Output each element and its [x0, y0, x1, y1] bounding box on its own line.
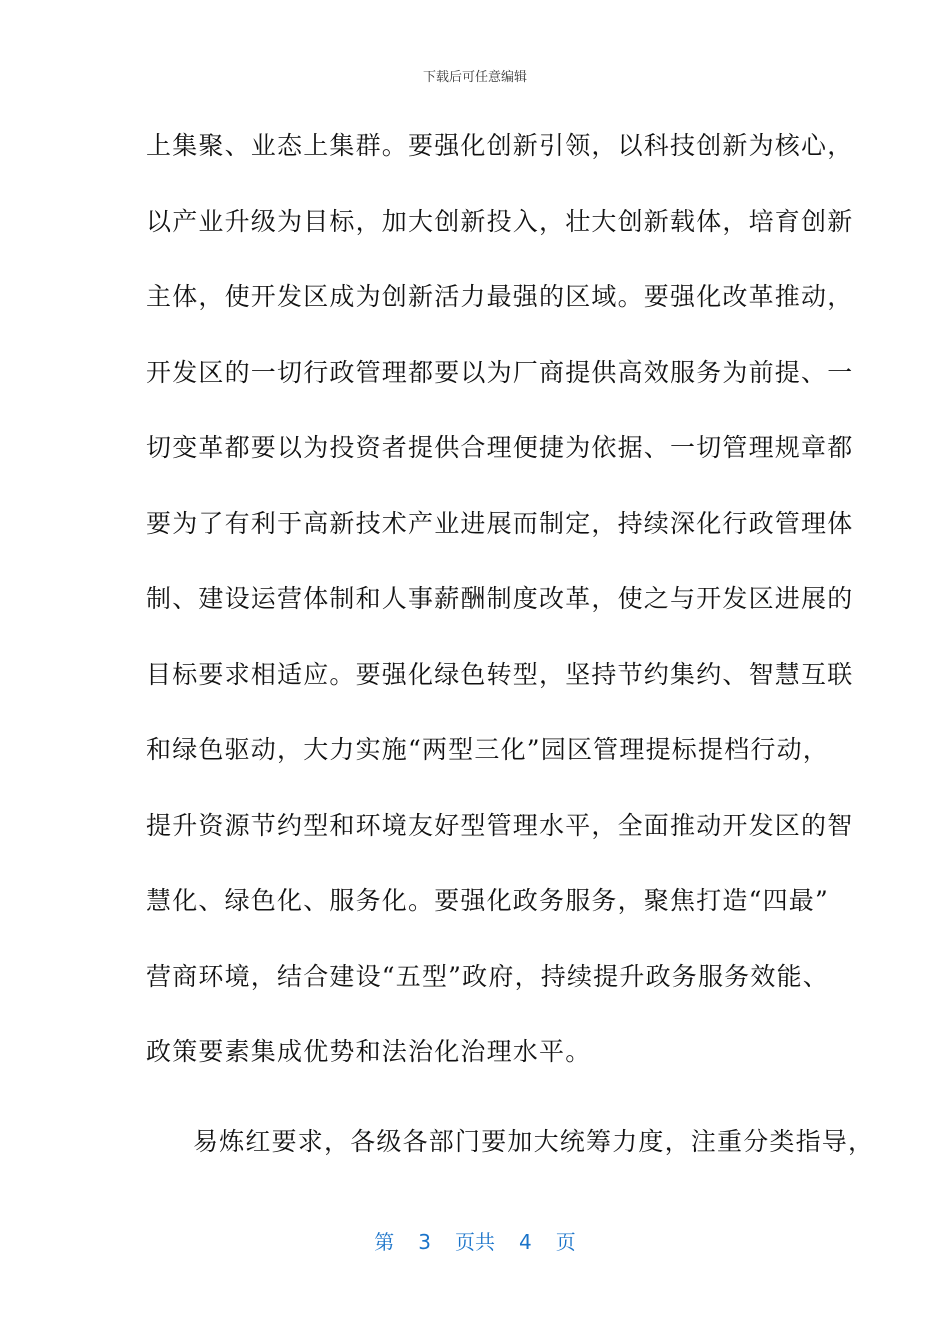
- text-line: 目标要求相适应。要强化绿色转型，坚持节约集约、智慧互联: [146, 659, 854, 689]
- text-line: 切变革都要以为投资者提供合理便捷为依据、一切管理规章都: [146, 433, 854, 462]
- current-page-number: 3: [418, 1230, 431, 1254]
- footer-suffix: 页: [555, 1230, 576, 1254]
- paragraph-start-line: 易炼红要求，各级各部门要加大统筹力度，注重分类指导，: [193, 1126, 875, 1156]
- text-line: 以产业升级为目标，加大创新投入，壮大创新载体，培育创新: [146, 206, 854, 236]
- page-footer: [0, 1226, 950, 1255]
- text-line: 慧化、绿色化、服务化。要强化政务服务，聚焦打造“四最”: [146, 886, 829, 915]
- text-line: 和绿色驱动，大力实施“两型三化”园区管理提标提档行动，: [146, 735, 829, 764]
- text-line: 上集聚、业态上集群。要强化创新引领，以科技创新为核心，: [146, 131, 854, 160]
- footer-middle: 页共: [455, 1230, 495, 1254]
- page-header: 下载后可任意编辑: [422, 70, 527, 85]
- text-line: 制、建设运营体制和人事薪酬制度改革，使之与开发区进展的: [146, 584, 854, 613]
- document-body: [146, 131, 875, 1202]
- text-line: 开发区的一切行政管理都要以为厂商提供高效服务为前提、一: [146, 357, 854, 387]
- text-line: 主体，使开发区成为创新活力最强的区域。要强化改革推动，: [146, 282, 854, 311]
- text-line: 营商环境，结合建设“五型”政府，持续提升政务服务效能、: [146, 961, 829, 991]
- text-line: 要为了有利于高新技术产业进展而制定，持续深化行政管理体: [146, 508, 854, 538]
- footer-prefix: 第: [374, 1230, 395, 1254]
- text-line: 提升资源节约型和环境友好型管理水平，全面推动开发区的智: [146, 810, 854, 840]
- total-pages-number: 4: [519, 1230, 532, 1254]
- text-line: 政策要素集成优势和法治化治理水平。: [146, 1037, 592, 1066]
